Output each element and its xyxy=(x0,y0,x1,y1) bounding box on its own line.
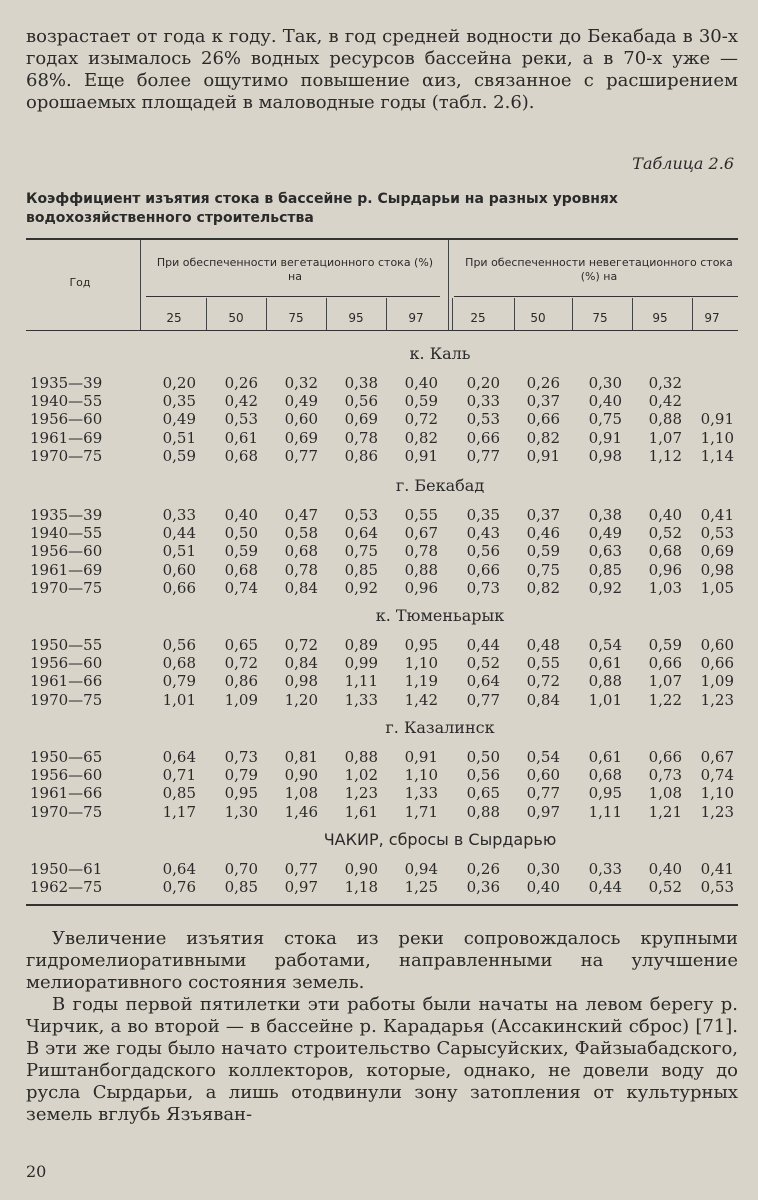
table-cell: 0,43 xyxy=(466,524,500,543)
percent-header: 50 xyxy=(228,311,244,325)
table-cell: 0,75 xyxy=(526,560,560,579)
table-cell: 0,40 xyxy=(648,506,682,524)
table-cell: 0,73 xyxy=(224,748,258,766)
table-cell: 0,67 xyxy=(700,748,734,766)
row-year: 1961—66 xyxy=(30,672,103,691)
table-cell: 1,19 xyxy=(404,672,438,691)
table-cell: 0,37 xyxy=(526,506,560,524)
table-cell: 0,32 xyxy=(284,374,318,392)
table-cell: 1,17 xyxy=(162,802,196,821)
table-cell: 1,08 xyxy=(648,784,682,803)
table-cell: 1,01 xyxy=(162,690,196,709)
table-cell: 0,40 xyxy=(404,374,438,392)
table-cell: 0,30 xyxy=(588,374,622,392)
subheader-divider xyxy=(452,298,453,330)
table-row xyxy=(0,524,758,542)
table-cell: 1,22 xyxy=(648,690,682,709)
table-cell: 0,37 xyxy=(526,392,560,411)
percent-header: 97 xyxy=(704,311,720,325)
table-cell: 0,84 xyxy=(284,654,318,673)
row-year: 1940—55 xyxy=(30,392,103,411)
table-row xyxy=(0,410,758,428)
group-rule-veg xyxy=(146,296,440,297)
section-title: ЧАКИР, сбросы в Сырдарью xyxy=(323,830,557,849)
table-cell: 0,68 xyxy=(588,766,622,785)
table-cell: 0,96 xyxy=(648,560,682,579)
table-cell: 0,52 xyxy=(466,654,500,673)
table-row xyxy=(0,561,758,579)
table-row xyxy=(0,374,758,392)
group-header-veg: При обеспеченности вегетационного стока (%) на xyxy=(156,256,434,283)
table-cell: 0,59 xyxy=(526,542,560,561)
table-cell: 1,71 xyxy=(404,802,438,821)
table-cell: 0,86 xyxy=(344,446,378,465)
table-cell: 0,73 xyxy=(466,578,500,597)
table-cell: 0,72 xyxy=(526,672,560,691)
table-cell: 0,88 xyxy=(466,802,500,821)
table-cell: 0,68 xyxy=(224,446,258,465)
table-cell: 0,99 xyxy=(344,654,378,673)
table-cell: 0,46 xyxy=(526,524,560,543)
table-cell: 0,66 xyxy=(162,578,196,597)
col-year-header: Год xyxy=(69,276,91,289)
table-cell: 0,95 xyxy=(224,784,258,803)
table-cell: 0,63 xyxy=(588,542,622,561)
row-year: 1962—75 xyxy=(30,878,103,897)
table-cell: 0,40 xyxy=(526,878,560,897)
subheader-divider xyxy=(514,298,515,330)
page-number: 20 xyxy=(26,1162,47,1181)
section-title: г. Казалинск xyxy=(385,718,495,737)
table-cell: 0,68 xyxy=(162,654,196,673)
table-cell: 1,25 xyxy=(404,878,438,897)
table-cell: 0,72 xyxy=(224,654,258,673)
table-cell: 0,51 xyxy=(162,542,196,561)
table-cell: 0,33 xyxy=(162,506,196,524)
table-cell: 0,82 xyxy=(526,578,560,597)
table-title: Коэффициент изъятия стока в бассейне р. Сырдарьи на разных уровнях водохозяйственного строительства xyxy=(26,191,618,226)
table-cell: 0,64 xyxy=(162,748,196,766)
table-cell: 0,26 xyxy=(224,374,258,392)
table-cell: 0,49 xyxy=(284,392,318,411)
table-cell: 1,10 xyxy=(404,766,438,785)
table-cell: 1,21 xyxy=(648,802,682,821)
table-cell: 0,54 xyxy=(588,636,622,654)
subheader-divider xyxy=(692,298,693,330)
subheader-divider xyxy=(326,298,327,330)
table-row xyxy=(0,860,758,878)
table-cell: 0,68 xyxy=(284,542,318,561)
body-paragraph-2: В годы первой пятилетки эти работы были начаты на левом берегу р. Чирчик, а во второй — в бассейне р. Карадарья (Ассакинский сброс) [71]. В эти же годы было начато строительство Сарысуйских, Файзыабадского, Риштанбогдадского коллекторов, которые, однако, не довели воду до русла Сырдарьи, а лишь отодвинули зону затопления от культурных земель вглубь Язъяван- xyxy=(26,994,738,1125)
subheader-divider xyxy=(206,298,207,330)
table-cell: 0,38 xyxy=(344,374,378,392)
table-cell: 0,98 xyxy=(588,446,622,465)
percent-header: 95 xyxy=(348,311,364,325)
table-cell: 1,01 xyxy=(588,690,622,709)
percent-header: 25 xyxy=(470,311,486,325)
table-cell: 1,05 xyxy=(700,578,734,597)
table-cell: 0,85 xyxy=(588,560,622,579)
table-cell: 0,55 xyxy=(526,654,560,673)
table-cell: 0,78 xyxy=(284,560,318,579)
table-row xyxy=(0,542,758,560)
percent-header: 50 xyxy=(530,311,546,325)
body-paragraph-1: Увеличение изъятия стока из реки сопровождалось крупными гидромелиоративными работами, направленными на улучшение мелиоративного состояния земель. xyxy=(26,928,738,993)
table-cell: 0,66 xyxy=(466,428,500,447)
table-cell: 0,91 xyxy=(700,410,734,429)
table-cell: 1,09 xyxy=(224,690,258,709)
table-cell: 0,77 xyxy=(466,446,500,465)
table-cell: 0,78 xyxy=(344,428,378,447)
table-cell: 0,26 xyxy=(466,860,500,878)
row-year: 1956—60 xyxy=(30,766,103,785)
table-cell: 0,44 xyxy=(466,636,500,654)
table-cell: 1,02 xyxy=(344,766,378,785)
percent-header: 97 xyxy=(408,311,424,325)
table-cell: 0,44 xyxy=(588,878,622,897)
row-year: 1935—39 xyxy=(30,374,103,392)
table-row xyxy=(0,429,758,447)
table-cell: 0,88 xyxy=(404,560,438,579)
table-cell: 0,20 xyxy=(466,374,500,392)
table-cell: 0,59 xyxy=(162,446,196,465)
table-cell: 0,54 xyxy=(526,748,560,766)
table-cell: 0,84 xyxy=(526,690,560,709)
group-header-nonveg: При обеспеченности невегетационного стока (%) на xyxy=(465,256,733,283)
table-cell: 0,92 xyxy=(588,578,622,597)
table-cell: 0,26 xyxy=(526,374,560,392)
row-year: 1961—69 xyxy=(30,560,103,579)
table-cell: 0,66 xyxy=(648,654,682,673)
table-cell: 0,61 xyxy=(588,748,622,766)
percent-header: 25 xyxy=(166,311,182,325)
table-cell: 1,23 xyxy=(700,802,734,821)
table-cell: 0,35 xyxy=(466,506,500,524)
table-cell: 0,71 xyxy=(162,766,196,785)
table-cell: 1,23 xyxy=(700,690,734,709)
table-cell: 1,30 xyxy=(224,802,258,821)
table-cell: 0,64 xyxy=(162,860,196,878)
table-cell: 1,14 xyxy=(700,446,734,465)
table-cell: 1,09 xyxy=(700,672,734,691)
table-cell: 0,66 xyxy=(466,560,500,579)
table-cell: 0,75 xyxy=(588,410,622,429)
table-cell: 0,91 xyxy=(404,748,438,766)
percent-header: 75 xyxy=(288,311,304,325)
table-cell: 0,95 xyxy=(404,636,438,654)
table-cell: 0,91 xyxy=(526,446,560,465)
table-cell: 0,56 xyxy=(466,766,500,785)
table-cell: 0,77 xyxy=(284,860,318,878)
table-cell: 0,50 xyxy=(224,524,258,543)
table-cell: 0,47 xyxy=(284,506,318,524)
table-cell: 0,55 xyxy=(404,506,438,524)
table-row xyxy=(0,803,758,821)
table-cell: 0,48 xyxy=(526,636,560,654)
section-title: к. Тюменьарык xyxy=(375,606,505,625)
percent-header: 75 xyxy=(592,311,608,325)
table-cell: 0,79 xyxy=(224,766,258,785)
table-cell: 0,61 xyxy=(224,428,258,447)
table-cell: 0,73 xyxy=(648,766,682,785)
table-cell: 0,89 xyxy=(344,636,378,654)
group-rule-nonveg xyxy=(454,296,738,297)
table-cell: 0,40 xyxy=(224,506,258,524)
row-year: 1970—75 xyxy=(30,690,103,709)
table-cell: 0,60 xyxy=(700,636,734,654)
table-cell: 0,70 xyxy=(224,860,258,878)
table-label: Таблица 2.6 xyxy=(632,154,734,173)
table-cell: 0,77 xyxy=(526,784,560,803)
table-cell: 0,60 xyxy=(284,410,318,429)
table-cell: 0,35 xyxy=(162,392,196,411)
table-cell: 0,64 xyxy=(344,524,378,543)
table-cell: 0,97 xyxy=(284,878,318,897)
table-cell: 0,85 xyxy=(344,560,378,579)
table-cell: 0,59 xyxy=(648,636,682,654)
table-row xyxy=(0,784,758,802)
table-cell: 0,91 xyxy=(404,446,438,465)
table-row xyxy=(0,654,758,672)
row-year: 1940—55 xyxy=(30,524,103,543)
row-year: 1956—60 xyxy=(30,410,103,429)
section-title: г. Бекабад xyxy=(395,476,485,495)
table-cell: 0,69 xyxy=(700,542,734,561)
header-bottom-rule xyxy=(26,330,738,331)
table-cell: 0,68 xyxy=(224,560,258,579)
table-row xyxy=(0,392,758,410)
table-cell: 0,49 xyxy=(162,410,196,429)
table-cell: 0,74 xyxy=(700,766,734,785)
table-cell: 0,69 xyxy=(344,410,378,429)
table-cell: 0,84 xyxy=(284,578,318,597)
table-cell: 0,94 xyxy=(404,860,438,878)
table-row xyxy=(0,748,758,766)
table-cell: 0,66 xyxy=(526,410,560,429)
table-cell: 0,51 xyxy=(162,428,196,447)
table-cell: 0,41 xyxy=(700,506,734,524)
table-cell: 1,11 xyxy=(344,672,378,691)
row-year: 1970—75 xyxy=(30,578,103,597)
row-year: 1950—61 xyxy=(30,860,103,878)
subheader-divider xyxy=(572,298,573,330)
table-cell: 0,97 xyxy=(526,802,560,821)
table-cell: 1,42 xyxy=(404,690,438,709)
table-cell: 0,30 xyxy=(526,860,560,878)
table-cell: 0,60 xyxy=(162,560,196,579)
table-cell: 0,33 xyxy=(466,392,500,411)
table-cell: 1,12 xyxy=(648,446,682,465)
table-cell: 0,41 xyxy=(700,860,734,878)
table-cell: 0,56 xyxy=(344,392,378,411)
table-cell: 0,66 xyxy=(700,654,734,673)
row-year: 1956—60 xyxy=(30,654,103,673)
table-cell: 0,75 xyxy=(344,542,378,561)
table-cell: 0,50 xyxy=(466,748,500,766)
row-year: 1950—55 xyxy=(30,636,103,654)
table-cell: 1,33 xyxy=(404,784,438,803)
table-top-rule xyxy=(26,238,738,240)
table-cell: 0,66 xyxy=(648,748,682,766)
table-cell: 1,11 xyxy=(588,802,622,821)
table-cell: 0,40 xyxy=(588,392,622,411)
table-cell: 1,61 xyxy=(344,802,378,821)
table-cell: 0,53 xyxy=(344,506,378,524)
table-row xyxy=(0,766,758,784)
subheader-divider xyxy=(386,298,387,330)
table-cell: 0,88 xyxy=(344,748,378,766)
table-cell: 0,56 xyxy=(466,542,500,561)
table-cell: 0,90 xyxy=(344,860,378,878)
table-cell: 1,07 xyxy=(648,672,682,691)
intro-paragraph: возрастает от года к году. Так, в год средней водности до Бекабада в 30-х годах изымалось 26% водных ресурсов бассейна реки, а в 70-х уже — 68%. Еще более ощутимо повышение αиз, связанное с расширением орошаемых площадей в маловодные годы (табл. 2.6). xyxy=(26,26,738,113)
table-cell: 0,72 xyxy=(284,636,318,654)
table-cell: 0,69 xyxy=(284,428,318,447)
table-cell: 0,79 xyxy=(162,672,196,691)
table-cell: 0,96 xyxy=(404,578,438,597)
table-cell: 1,07 xyxy=(648,428,682,447)
table-cell: 0,95 xyxy=(588,784,622,803)
table-cell: 0,88 xyxy=(588,672,622,691)
table-cell: 0,53 xyxy=(224,410,258,429)
table-cell: 0,59 xyxy=(224,542,258,561)
table-bottom-rule xyxy=(26,904,738,906)
row-year: 1961—66 xyxy=(30,784,103,803)
table-cell: 0,77 xyxy=(466,690,500,709)
table-cell: 0,49 xyxy=(588,524,622,543)
table-cell: 0,90 xyxy=(284,766,318,785)
table-row xyxy=(0,691,758,709)
table-cell: 0,64 xyxy=(466,672,500,691)
section-title: к. Каль xyxy=(409,344,471,363)
subheader-divider xyxy=(266,298,267,330)
table-cell: 1,23 xyxy=(344,784,378,803)
table-cell: 0,86 xyxy=(224,672,258,691)
table-cell: 0,58 xyxy=(284,524,318,543)
table-row xyxy=(0,636,758,654)
table-cell: 1,08 xyxy=(284,784,318,803)
row-year: 1935—39 xyxy=(30,506,103,524)
table-cell: 0,92 xyxy=(344,578,378,597)
row-year: 1956—60 xyxy=(30,542,103,561)
table-cell: 0,68 xyxy=(648,542,682,561)
table-cell: 0,56 xyxy=(162,636,196,654)
subheader-divider xyxy=(632,298,633,330)
table-row xyxy=(0,447,758,465)
table-cell: 0,91 xyxy=(588,428,622,447)
row-year: 1950—65 xyxy=(30,748,103,766)
table-cell: 1,20 xyxy=(284,690,318,709)
table-cell: 0,20 xyxy=(162,374,196,392)
table-cell: 0,60 xyxy=(526,766,560,785)
table-cell: 0,78 xyxy=(404,542,438,561)
table-cell: 1,10 xyxy=(404,654,438,673)
row-year: 1970—75 xyxy=(30,446,103,465)
table-row xyxy=(0,579,758,597)
table-row xyxy=(0,878,758,896)
table-cell: 0,52 xyxy=(648,878,682,897)
percent-header: 95 xyxy=(652,311,668,325)
table-cell: 0,33 xyxy=(588,860,622,878)
table-cell: 0,44 xyxy=(162,524,196,543)
table-cell: 0,82 xyxy=(404,428,438,447)
table-cell: 0,98 xyxy=(700,560,734,579)
table-row xyxy=(0,672,758,690)
table-cell: 0,53 xyxy=(700,524,734,543)
table-cell: 0,72 xyxy=(404,410,438,429)
table-cell: 0,98 xyxy=(284,672,318,691)
table-cell: 0,53 xyxy=(466,410,500,429)
table-cell: 0,65 xyxy=(466,784,500,803)
table-cell: 0,52 xyxy=(648,524,682,543)
table-row xyxy=(0,506,758,524)
table-cell: 0,61 xyxy=(588,654,622,673)
table-cell: 0,76 xyxy=(162,878,196,897)
table-cell: 0,36 xyxy=(466,878,500,897)
table-cell: 0,85 xyxy=(224,878,258,897)
table-cell: 1,33 xyxy=(344,690,378,709)
header-divider-year xyxy=(140,240,141,330)
table-cell: 0,38 xyxy=(588,506,622,524)
table-cell: 0,40 xyxy=(648,860,682,878)
table-cell: 1,03 xyxy=(648,578,682,597)
row-year: 1970—75 xyxy=(30,802,103,821)
table-cell: 0,42 xyxy=(224,392,258,411)
table-cell: 1,10 xyxy=(700,784,734,803)
table-cell: 1,18 xyxy=(344,878,378,897)
table-cell: 0,53 xyxy=(700,878,734,897)
table-cell: 0,85 xyxy=(162,784,196,803)
table-cell: 1,46 xyxy=(284,802,318,821)
table-cell: 0,88 xyxy=(648,410,682,429)
row-year: 1961—69 xyxy=(30,428,103,447)
table-cell: 0,82 xyxy=(526,428,560,447)
table-cell: 0,74 xyxy=(224,578,258,597)
table-cell: 1,10 xyxy=(700,428,734,447)
table-cell: 0,65 xyxy=(224,636,258,654)
table-cell: 0,77 xyxy=(284,446,318,465)
table-cell: 0,42 xyxy=(648,392,682,411)
table-cell: 0,81 xyxy=(284,748,318,766)
table-cell: 0,59 xyxy=(404,392,438,411)
table-cell: 0,67 xyxy=(404,524,438,543)
table-cell: 0,32 xyxy=(648,374,682,392)
